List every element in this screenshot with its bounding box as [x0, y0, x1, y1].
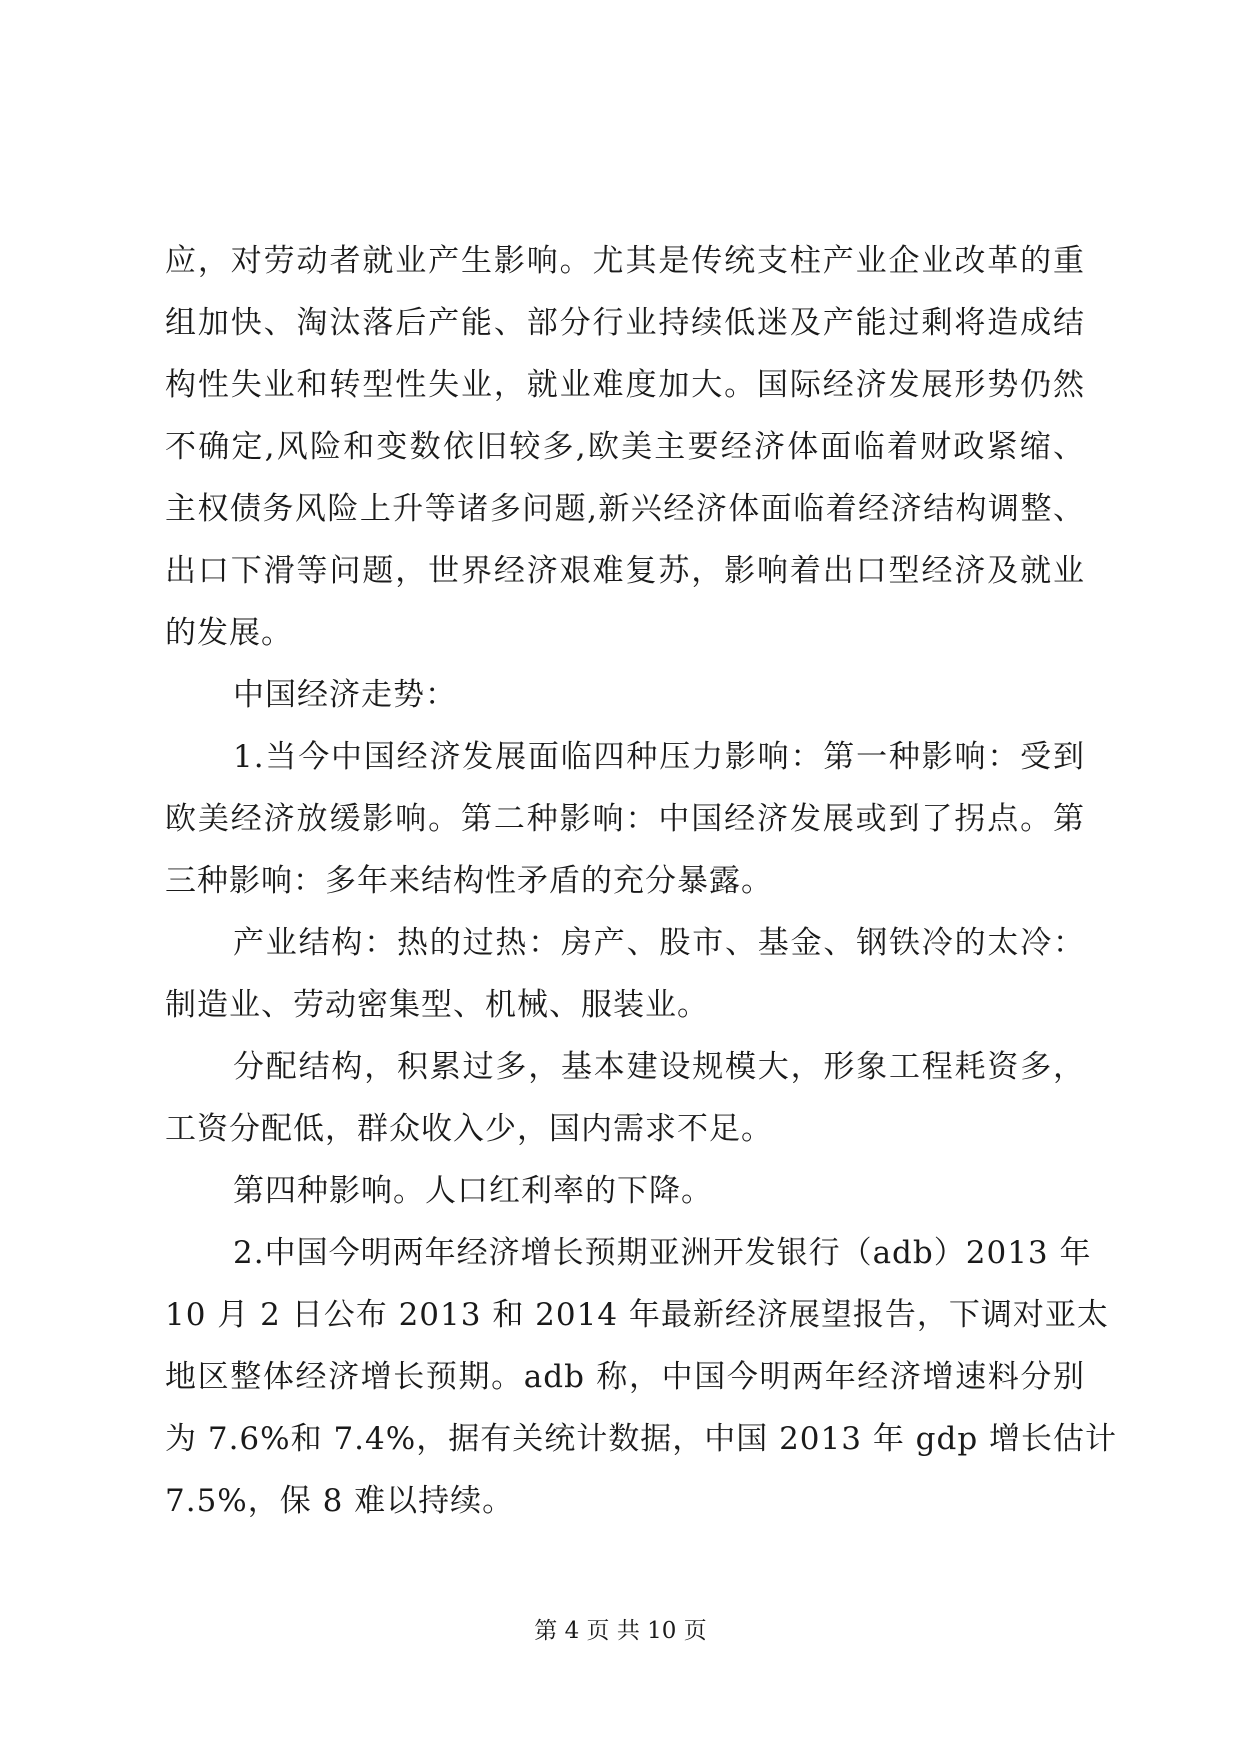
- text-line: 工资分配低，群众收入少，国内需求不足。: [165, 1111, 773, 1147]
- text-line: 10 月 2 日公布 2013 和 2014 年最新经济展望报告，下调对亚太: [165, 1297, 1109, 1333]
- text-line: 欧美经济放缓影响。第二种影响：中国经济发展或到了拐点。第: [165, 801, 1085, 837]
- text-line: 分配结构，积累过多，基本建设规模大，形象工程耗资多，: [233, 1049, 1085, 1085]
- text-line: 2.中国今明两年经济增长预期亚洲开发银行（adb）2013 年: [233, 1235, 1092, 1271]
- page-number-footer: 第 4 页 共 10 页: [534, 1618, 707, 1644]
- text-line: 出口下滑等问题，世界经济艰难复苏，影响着出口型经济及就业: [165, 553, 1085, 589]
- text-line: 制造业、劳动密集型、机械、服装业。: [165, 987, 709, 1023]
- text-line: 第四种影响。人口红利率的下降。: [233, 1173, 713, 1209]
- text-line: 主权债务风险上升等诸多问题,新兴经济体面临着经济结构调整、: [165, 491, 1085, 527]
- text-line: 7.5%，保 8 难以持续。: [165, 1483, 515, 1519]
- text-line: 组加快、淘汰落后产能、部分行业持续低迷及产能过剩将造成结: [165, 305, 1085, 341]
- text-line: 1.当今中国经济发展面临四种压力影响：第一种影响：受到: [233, 739, 1085, 775]
- text-line: 的发展。: [165, 615, 293, 651]
- text-line: 不确定,风险和变数依旧较多,欧美主要经济体面临着财政紧缩、: [165, 429, 1085, 465]
- text-line: 三种影响：多年来结构性矛盾的充分暴露。: [165, 863, 773, 899]
- text-line: 构性失业和转型性失业，就业难度加大。国际经济发展形势仍然: [165, 367, 1085, 403]
- text-line: 产业结构：热的过热：房产、股市、基金、钢铁冷的太冷：: [233, 925, 1085, 961]
- text-line: 为 7.6%和 7.4%，据有关统计数据，中国 2013 年 gdp 增长估计: [165, 1421, 1118, 1457]
- section-heading: 中国经济走势：: [233, 677, 457, 713]
- text-line: 地区整体经济增长预期。adb 称，中国今明两年经济增速料分别: [165, 1359, 1085, 1395]
- document-body: [165, 230, 1118, 1532]
- text-line: 应，对劳动者就业产生影响。尤其是传统支柱产业企业改革的重: [165, 243, 1085, 279]
